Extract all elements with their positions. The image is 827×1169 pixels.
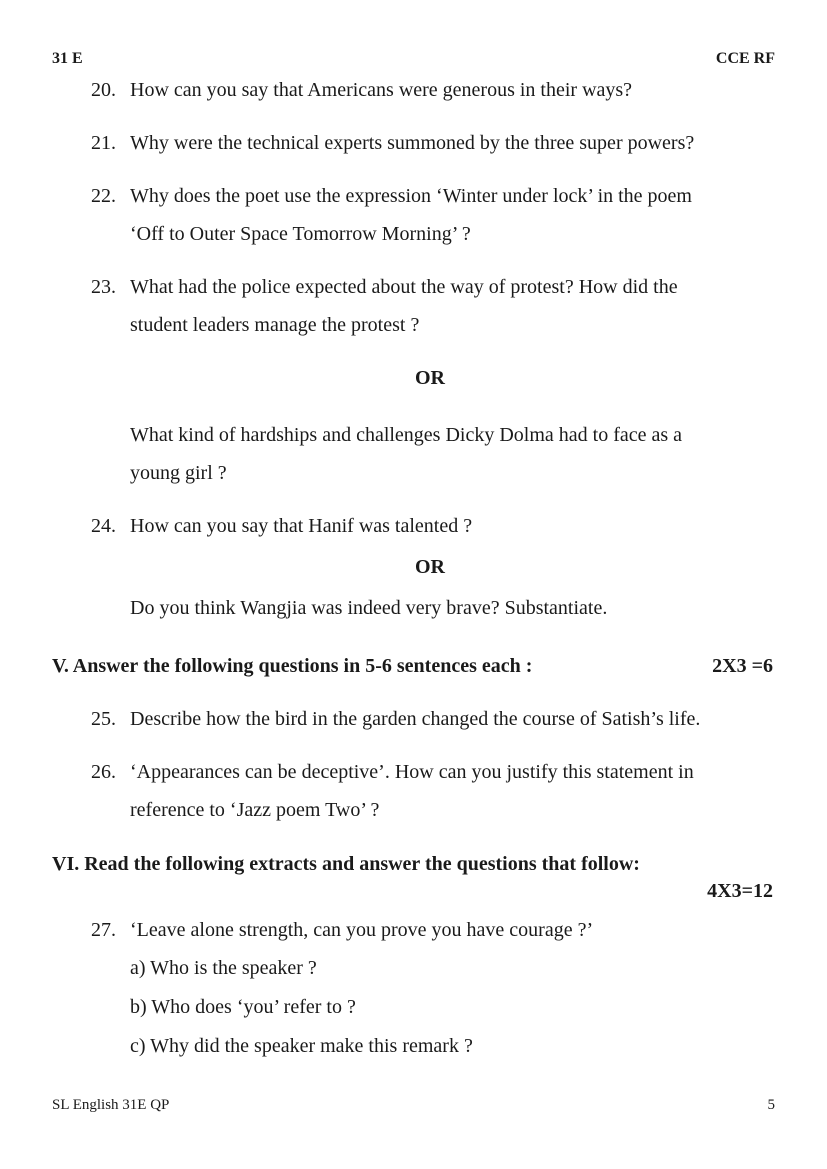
question-27-part-a: a) Who is the speaker ? — [130, 957, 317, 979]
question-24-or: OR — [415, 556, 445, 578]
header-code-right: CCE RF — [715, 50, 775, 67]
question-27-number: 27. — [91, 919, 116, 941]
question-26-text-line1: ‘Appearances can be deceptive’. How can you justify this statement in — [130, 761, 694, 783]
question-25-number: 25. — [91, 708, 116, 730]
page-number: 5 — [767, 1097, 775, 1113]
footer-paper-code: SL English 31E QP — [52, 1097, 170, 1113]
question-21-number: 21. — [91, 132, 116, 154]
question-24-number: 24. — [91, 515, 116, 537]
question-22-number: 22. — [91, 185, 116, 207]
question-21-text: Why were the technical experts summoned by the three super powers? — [130, 132, 695, 154]
question-26-number: 26. — [91, 761, 116, 783]
section-5-marks: 2X3 =6 — [712, 655, 773, 677]
question-24-alt-text: Do you think Wangjia was indeed very brave? Substantiate. — [130, 597, 608, 619]
question-20-number: 20. — [91, 79, 116, 101]
header-code-left: 31 E — [52, 50, 83, 67]
question-23-alt-line2: young girl ? — [130, 462, 227, 484]
section-6-marks: 4X3=12 — [707, 880, 773, 902]
question-24-text: How can you say that Hanif was talented ? — [130, 515, 473, 537]
question-27-part-b: b) Who does ‘you’ refer to ? — [130, 996, 356, 1018]
section-5-title: V. Answer the following questions in 5-6 sentences each : — [52, 655, 533, 677]
question-27-text: ‘Leave alone strength, can you prove you have courage ?’ — [130, 919, 594, 941]
question-23-text-line2: student leaders manage the protest ? — [130, 314, 420, 336]
question-23-text-line1: What had the police expected about the way of protest? How did the — [130, 276, 678, 298]
question-22-text-line1: Why does the poet use the expression ‘Winter under lock’ in the poem — [130, 185, 692, 207]
section-6-title: VI. Read the following extracts and answer the questions that follow: — [52, 853, 640, 875]
question-27-part-c: c) Why did the speaker make this remark ? — [130, 1035, 473, 1057]
question-25-text: Describe how the bird in the garden changed the course of Satish’s life. — [130, 708, 701, 730]
question-23-or: OR — [415, 367, 445, 389]
question-23-number: 23. — [91, 276, 116, 298]
question-23-alt-line1: What kind of hardships and challenges Dicky Dolma had to face as a — [130, 424, 683, 446]
question-20-text: How can you say that Americans were generous in their ways? — [130, 79, 633, 101]
question-26-text-line2: reference to ‘Jazz poem Two’ ? — [130, 799, 380, 821]
question-22-text-line2: ‘Off to Outer Space Tomorrow Morning’ ? — [130, 223, 471, 245]
